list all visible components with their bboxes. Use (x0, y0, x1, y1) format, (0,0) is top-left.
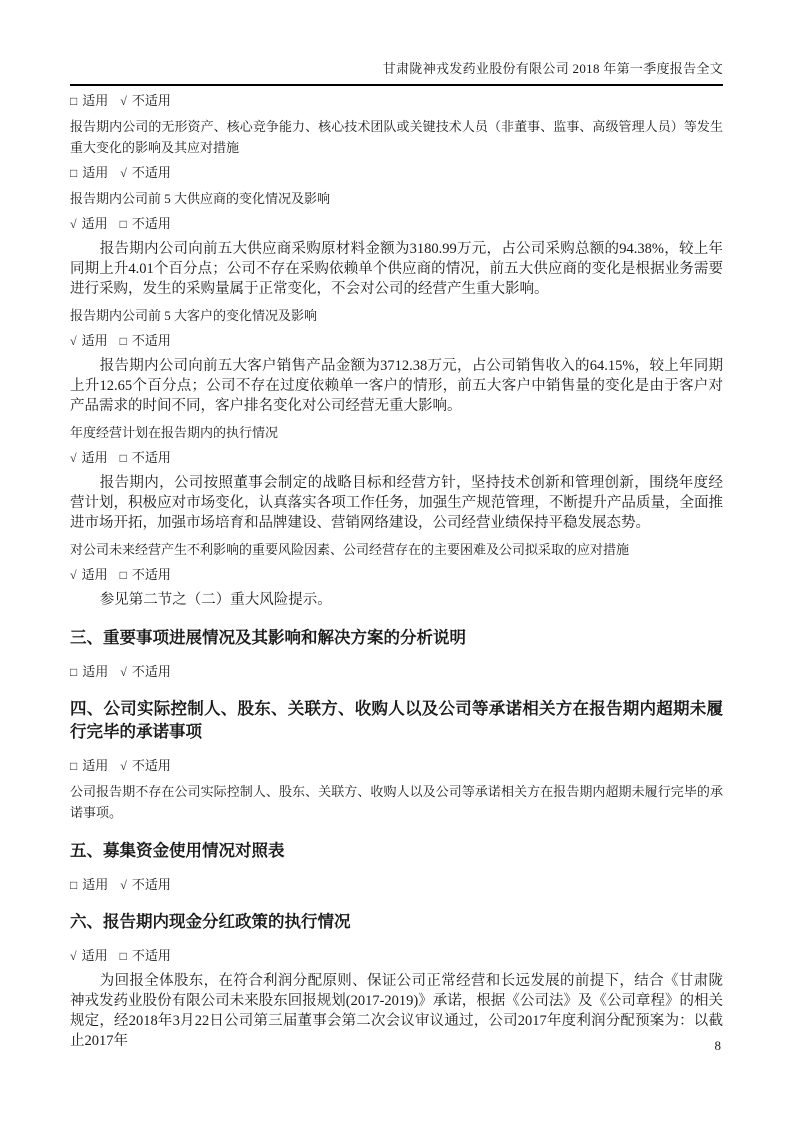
applicable-mark-icon: □ (70, 878, 78, 892)
not-applicable-mark-icon: √ (120, 878, 127, 892)
applicability-line (70, 164, 723, 182)
applicable-mark-icon: □ (70, 166, 78, 180)
applicable-mark-icon: □ (70, 759, 78, 773)
applicable-label: 适用 (82, 758, 109, 773)
not-applicable-label: 不适用 (131, 333, 171, 348)
body-paragraph: 报告期内公司向前五大客户销售产品金额为3712.38万元，占公司销售收入的64.15%，较上年同期上升12.65个百分点；公司不存在过度依赖单一客户的情形，前五大客户中销售量的变化是由于客户对产品需求的时间不同，客户排名变化对公司经营无重大影响。 (70, 358, 723, 414)
section-label: 对公司未来经营产生不利影响的重要风险因素、公司经营存在的主要困难及公司拟采取的应对措施 (70, 542, 630, 557)
not-applicable-mark-icon: □ (119, 451, 127, 465)
section-label: 年度经营计划在报告期内的执行情况 (70, 425, 279, 440)
applicable-label: 适用 (82, 165, 109, 180)
section-heading: 五、募集资金使用情况对照表 (70, 841, 285, 860)
applicability-line (70, 215, 723, 233)
applicable-mark-icon: □ (70, 665, 78, 679)
section-label: 报告期内公司前 5 大供应商的变化情况及影响 (70, 191, 331, 206)
applicable-label: 适用 (81, 567, 108, 582)
section-label: 报告期内公司前 5 大客户的变化情况及影响 (70, 308, 318, 323)
not-applicable-mark-icon: □ (119, 949, 127, 963)
not-applicable-mark-icon: □ (119, 568, 127, 582)
applicability-line (70, 449, 723, 467)
not-applicable-mark-icon: √ (120, 166, 127, 180)
section-heading: 四、公司实际控制人、股东、关联方、收购人以及公司等承诺相关方在报告期内超期未履行完毕的承诺事项 (70, 699, 723, 741)
page-header (70, 58, 723, 86)
applicable-label: 适用 (82, 93, 109, 108)
body-paragraph: 报告期内，公司按照董事会制定的战略目标和经营方针，坚持技术创新和管理创新，围绕年度经营计划，积极应对市场变化，认真落实各项工作任务，加强生产规范管理，不断提升产品质量，全面推进市场开拓，加强市场培育和品牌建设、营销网络建设，公司经营业绩保持平稳发展态势。 (70, 475, 723, 531)
not-applicable-label: 不适用 (131, 216, 171, 231)
applicable-mark-icon: √ (70, 949, 77, 963)
applicability-line (70, 332, 723, 350)
section-heading: 三、重要事项进展情况及其影响和解决方案的分析说明 (70, 628, 466, 647)
applicable-label: 适用 (81, 450, 108, 465)
applicable-label: 适用 (81, 333, 108, 348)
not-applicable-label: 不适用 (131, 93, 171, 108)
applicability-line (70, 663, 723, 681)
not-applicable-mark-icon: √ (120, 759, 127, 773)
not-applicable-label: 不适用 (131, 877, 171, 892)
not-applicable-mark-icon: √ (120, 94, 127, 108)
page-number: 8 (714, 1038, 721, 1053)
applicability-line (70, 92, 723, 110)
body-paragraph: 为回报全体股东，在符合利润分配原则、保证公司正常经营和长远发展的前提下，结合《甘肃陇神戎发药业股份有限公司未来股东回报规划(2017-2019)》承诺，根据《公司法》及《公司章程》的相关规定，经2018年3月22日公司第三届董事会第二次会议审议通过，公司2017年度利润分配预案为：以截止2017年 (70, 973, 723, 1049)
not-applicable-mark-icon: √ (120, 665, 127, 679)
page-content (70, 92, 723, 1051)
applicable-mark-icon: □ (70, 94, 78, 108)
section-heading: 六、报告期内现金分红政策的执行情况 (70, 912, 351, 931)
applicable-mark-icon: √ (70, 451, 77, 465)
applicable-mark-icon: √ (70, 568, 77, 582)
not-applicable-mark-icon: □ (119, 217, 127, 231)
applicable-mark-icon: √ (70, 334, 77, 348)
applicability-line (70, 947, 723, 965)
not-applicable-label: 不适用 (131, 567, 171, 582)
body-paragraph: 报告期内公司向前五大供应商采购原材料金额为3180.99万元，占公司采购总额的94.38%，较上年同期上升4.01个百分点；公司不存在采购依赖单个供应商的情况，前五大供应商的变化是根据业务需要进行采购，发生的采购量属于正常变化，不会对公司的经营产生重大影响。 (70, 241, 723, 297)
not-applicable-label: 不适用 (131, 165, 171, 180)
not-applicable-mark-icon: □ (119, 334, 127, 348)
applicable-label: 适用 (81, 216, 108, 231)
applicable-label: 适用 (82, 664, 109, 679)
applicability-line (70, 876, 723, 894)
not-applicable-label: 不适用 (131, 758, 171, 773)
applicability-line (70, 566, 723, 584)
not-applicable-label: 不适用 (131, 948, 171, 963)
applicable-label: 适用 (81, 948, 108, 963)
applicable-label: 适用 (82, 877, 109, 892)
not-applicable-label: 不适用 (131, 450, 171, 465)
body-paragraph: 参见第二节之（二）重大风险提示。 (99, 592, 332, 608)
section-label: 报告期内公司的无形资产、核心竞争能力、核心技术团队或关键技术人员（非董事、监事、高级管理人员）等发生重大变化的影响及其应对措施 (70, 119, 723, 155)
applicability-line (70, 757, 723, 775)
not-applicable-label: 不适用 (131, 664, 171, 679)
header-title: 甘肃陇神戎发药业股份有限公司 2018 年第一季度报告全文 (382, 61, 723, 76)
applicable-mark-icon: √ (70, 217, 77, 231)
section-label: 公司报告期不存在公司实际控制人、股东、关联方、收购人以及公司等承诺相关方在报告期内超期未履行完毕的承诺事项。 (70, 784, 723, 820)
